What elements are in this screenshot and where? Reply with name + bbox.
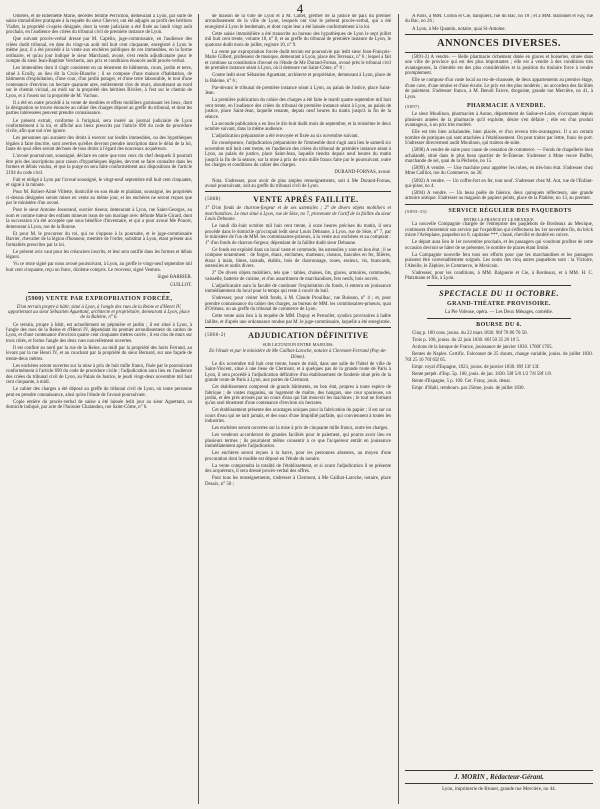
notice-adjudication-heading	[205, 331, 391, 340]
signature-guillot: GUILLOT.	[170, 283, 192, 289]
ad-text-line	[405, 179, 593, 190]
paragraph: A Paris, à MM. Collon et Cie, banquiers, rue du Bac, no 18 ; et à MM. Baronnet et Fay, rue du Bac, no 26 ;	[405, 14, 593, 25]
ad-text-line	[405, 166, 593, 177]
paragraph: Contre ledit sieur Sébastien Aguettant, architecte et propriétaire, demeurant à Lyon, place de la Baleine, n° 6 ;	[205, 73, 391, 84]
paragraph: Le dix novembre mil huit cent trente, heure de midi, dans une salle de l'hôtel de ville de Saint-Vincent, situé à une lieue de Clermont, et à quelques pas de la grande route de Paris à Lyon, il sera procédé à l'adjudication définitive d'un établissement de fonderie situé près de la grande route de Paris à Lyon, aux portes de Clermont.	[205, 361, 391, 384]
divider	[205, 327, 391, 328]
paragraph: Les enchères seront ouvertes sur la mise à prix de cinquante mille francs, outre les charges.	[212, 426, 389, 432]
notice-faillite-title: VENTE APRÈS FAILLITE.	[253, 195, 359, 205]
paragraph: Copie entière du procès-verbal de saisie a été laissée ledit jour au sieur Aguettant, au domicile indiqué, par acte de l'huissier Chalandon, rue Saint-Côme, n° 6.	[6, 399, 192, 411]
divider	[405, 770, 593, 771]
paragraph: L'avoué poursuivant, soussigné, déclare en outre que tous ceux du chef desquels il pourrait être pris des inscriptions pour raison d'hypothèques légales, devront se faire connaître dans les formes et délais voulus, et que la purge en sera faite conformément aux dispositions de l'article 2194 du code civil.	[6, 154, 192, 176]
ad-item	[405, 191, 593, 202]
page-number: 4	[296, 1, 304, 16]
ad-number: (5894)	[412, 191, 425, 197]
divider	[427, 285, 571, 286]
ad-text: A vendre. — Une machine pour apprêter les robes, en très-bon état. S'adresser chez Mme Cailliot, rue du Commerce, no 20.	[405, 166, 593, 177]
ad-text: A vendre. — Un coffre-fort en fer, tout neuf. S'adresser chez M. Aut, rue de l'Enfant-qui-pisse, no 4.	[405, 178, 593, 189]
paragraph: de maison de la ville de Lyon et à M. Cattet, greffier de la justice de paix du premier arrondissement de la ville de Lyon, lesquels ont visé le présent procès-verbal, qui a été enregistré à Lyon le lendemain, et dont copie leur a été laissée conformément à la loi.	[205, 14, 391, 30]
notice-adjudication-body	[205, 362, 391, 488]
expropriation-notice-title: (5900) VENTE PAR EXPROPRIATION FORCÉE,	[25, 295, 173, 302]
paragraph: Rentes de Naples. Certific. Falconnet de 25 ducats, change variable, jouiss. de juillet 1830. 76f 25 10 76f 65f 65.	[405, 352, 593, 363]
paragraph: La nouvelle Compagnie chargée de l'entreprise des paquebots de Bordeaux au Mexique, continuera d'entretenir son service par l'expédition qui s'effectuera les 1er novembre fin, du brick mixte l'Aréoplane, paquebot no 8, capitaine ***, classé, chevillé et doublé en cuivre.	[405, 222, 593, 239]
ad-extra: Elle est très bien achalandée, bien placée, et d'un revenu très-avantageux. Il a un certain nombre de pratiques qui sont attachées à l'établissement. On peut traiter par lettre, franc de port. S'adresser directement audit Moulinon, qui traitera de suite.	[405, 130, 593, 147]
ad-text: A vendre. — Un beau poêle de faïence, deux quinquets réflecteurs, une grande armoire antique. S'adresser au magasin de papiers peints, place de la Platière, no 13, au premier.	[405, 191, 593, 202]
paragraph: 2° De divers objets mobiliers, tels que : tables, chaises, lits, glaces, armoires, commodes, vaisselle, batterie de cuisine, et d'un assortiment de marchandises, fers neufs, bois ouvrés.	[205, 271, 391, 282]
paragraph: Le présent extrait, conforme à l'original, sera inséré au journal judiciaire de Lyon conformément à la loi, et affiché aux lieux prescrits par l'article 696 du code de procédure civile, afin que nul n'en ignore.	[6, 118, 192, 135]
ad-title	[405, 103, 593, 110]
notice-adjudication-desc: En l'étude et par le ministère de Me Cailhat-Laroche, notaire à Clermont-Ferrand (Puy-de-Dôme).	[209, 349, 387, 360]
notice-adjudication-title: ADJUDICATION DÉFINITIVE	[248, 331, 369, 341]
column-1	[6, 14, 192, 805]
paragraph: S'adresser, pour les conditions, à MM. Balguerie et Cie, à Bordeaux, et à MM. H. C. Platzmann et fils, à Lyon.	[405, 270, 593, 282]
paragraph: L'adjudication préparatoire a été renvoyée et fixée au six novembre suivant.	[212, 134, 359, 140]
divider	[28, 292, 170, 293]
divider	[205, 191, 391, 192]
notice-adjudication-number: (5866-2)	[205, 333, 226, 339]
paragraph: Empr. royal d'Espagne, 1823, jouiss. de janvier 1830. 69f 13f 13f.	[412, 364, 540, 370]
paragraph: Le présent avis vaut pour les créanciers inscrits, et leur sera notifié dans les formes et délais légaux.	[6, 249, 192, 261]
paragraph: Les enchères seront reçues à la barre, pour les personnes absentes, au moyen d'une procuration dont le modèle est déposé en l'étude du notaire.	[205, 451, 391, 462]
paragraph: Le cahier des charges a été déposé au greffe du tribunal civil de Lyon, où toute personne peut en prendre connaissance, ainsi qu'en l'étude de l'avoué poursuivant.	[6, 387, 192, 398]
paragraph: En conséquence, l'adjudication préparatoire de l'immeuble dont s'agit aura lieu le samedi six novembre mil huit cent trente, en l'audience des criées du tribunal de première instance séant à Lyon, au palais de justice, place Saint-Jean, laquelle tiendra depuis neuf heures du matin jusqu'à la fin de la séance, sur la mise à prix de trois mille francs faite par le poursuivant, outre les charges et conditions du cahier des charges.	[205, 141, 391, 169]
ad-number: (5898)	[412, 148, 425, 154]
paragraph: Les personnes qui auraient des droits à exercer sur lesdits immeubles, ou des hypothèques légales à faire inscrire, sont averties qu'elles devront prendre inscription dans le délai de la loi, faute de quoi elles seront déchues de tous droits à l'égard des nouveaux acquéreurs.	[6, 136, 192, 153]
divider	[405, 52, 593, 53]
paragraph: La vente par expropriation forcée dudit terrain est poursuivie par ledit sieur Jean-François-Marie Gilbert, professeur de musique, demeurant à Lyon, place des Terreaux, n° 6 ; lequel a fait et continue sa constitution d'avoué en l'étude de Me Durand-Fornas, avoué près le tribunal civil de première instance séant à Lyon, où il demeure rue Saint-Côme, n° 8 ;	[205, 49, 391, 72]
paragraph: Vu ce texte signé par nous avoué poursuivant, à Lyon, au greffe le vingt-neuf septembre mil huit cent cinquante, reçu un franc, dixième compris. Le receveur, signé Ventura.	[6, 262, 192, 273]
paragraph: Il a été en outre procédé à la vente de meubles et effets mobiliers garnissant les lieux, dont la désignation se trouve énoncée au cahier des charges déposé au greffe du tribunal, et dont les parties intéressées peuvent prendre connaissance.	[6, 100, 192, 117]
divider	[427, 318, 571, 319]
paragraph: Pour tous les renseignements, s'adresser à Clermont, à Me Cailhat-Laroche, notaire, place Desaix, n° 50 ;	[205, 476, 391, 487]
paragraph: Cinq p. 100 cons. jouiss. du 22 mars 1830. 96f 70 80 70 50.	[412, 331, 528, 337]
paragraph: Rente d'Espagne, 5 p. 100. Cer. Franç. jouis. denai.	[412, 378, 511, 384]
bourse-list	[405, 331, 593, 391]
signature-barrier: Signé BARRIER.	[157, 274, 192, 280]
ad-number: (5892)	[412, 178, 425, 184]
paragraph: Ollières, et de Ribemette Marie, décédés femme Perrichon, demeurant à Lyon, par suite de saisie immobilière pratiquée à la requête du sieur Chevrel, ont été adjugés au profit des héritiers Viallet, la propriété ci-après désignée, dont la vente judiciaire a été fixée au lundi vingt août prochain, en l'audience des criées du tribunal civil de première instance de Lyon.	[6, 14, 192, 36]
service-body	[405, 222, 593, 281]
column-2	[205, 14, 391, 805]
spectacles-title: SPECTACLE DU 11 OCTOBRE.	[439, 288, 559, 298]
service-heading	[405, 208, 593, 215]
editor-footer	[405, 768, 593, 793]
service-subtitle: ENTRE LA FRANCE ET LE MEXIQUE.	[463, 216, 535, 222]
ad-text-line	[405, 148, 593, 164]
notice-faillite-heading	[205, 195, 391, 204]
paragraph: La vente comprendra la totalité de l'établissement, et si avant l'adjudication il se présente des acquéreurs, il sera dressé procès-verbal des offres.	[205, 463, 391, 475]
paragraph: Cette vente aura lieu à la requête de MM. Dupuy et Pernollet, syndics provisoires à ladite faillite, et d'après une ordonnance rendue par M. le juge-commissaire, laquelle a été enregistrée.	[205, 314, 391, 325]
paragraph: Les immeubles dont il s'agit consistent en un tènement de bâtiments, cours, jardin et terre, situé à Ecully, au lieu dit la Croix-Blanche ; il se compose d'une maison d'habitation, de bâtiments d'exploitation, d'une cour, d'un jardin potager, et d'une terre labourable, le tout d'une contenance d'environ un hectare quarante ares, entièrement clos de murs, aboutissant au nord sur le chemin vicinal, au midi sur la propriété des héritiers Rivière, à l'est sur le chemin de Lyon, et à l'ouest sur la propriété de M. Vachon.	[6, 66, 192, 99]
notice-faillite-subtitle: 1° D'un fonds de charron-forgeur et de ses ustensiles ; 2° de divers objets mobiliers et marchandises. Le tout situé à Lyon, rue de Sèze, no 7, provenant de l'actif de la faillite du sieur Louis Debaune.	[205, 206, 391, 223]
column-rule-right	[398, 14, 399, 804]
paragraph: La Compagnie nouvelle fera tous ses efforts pour que les marchandises et les passagers puissent être convenablement soignés. Les noms des cinq autres paquebots sont : la Victoire, l'Abeille, le Zéphire, le Commerce, le Mexicain.	[405, 252, 593, 269]
paragraph: Il est confiné au nord par la rue de la Reine, au midi par la propriété des hoirs Ferrand, au levant par la rue Henri IV, et au couchant par la propriété du sieur Bernard, sur une façade de trente-deux mètres.	[6, 345, 192, 362]
notice-faillite-body	[205, 224, 391, 325]
ad-number: (5891-2)	[412, 54, 429, 60]
paragraph: Trois p. 100, jouiss. du 22 juin 1830. 66f 50 35 20 10 5.	[412, 338, 521, 344]
ad-item	[405, 179, 593, 190]
col1-body	[6, 14, 192, 273]
ad-item	[405, 148, 593, 164]
editor-name: J. MORIN , Rédacteur-Gérant.	[454, 773, 544, 781]
paragraph: Pour le sieur Antoine Josserand, ouvrier tisseur, demeurant à Lyon, rue Saint-Georges, au nom et comme tuteur des enfants mineurs issus de son mariage avec défunte Marie Girard, dont la succession n'a été acceptée que sous bénéfice d'inventaire, et qui a pour avoué Me Poncet, demeurant à Lyon, rue de la Bourse.	[6, 208, 192, 230]
signature-durand-fornas: DURAND-FORNAS, avoué.	[334, 170, 391, 176]
ad-number: (5897)	[405, 104, 420, 110]
divider	[405, 783, 593, 784]
ad-text: A vendre. — Belle pharmacie richement dotée en glaces et boiseries, située dans une ville de province qui est des plus importantes ; elle est à vendre à des conditions très avantageuses, la clientèle est des plus considérables et la position du titulaire force à vendre promptement.	[405, 54, 593, 77]
notice-adjudication-subtitle: SUR LICITATION ENTRE MAJEURS,	[262, 342, 334, 348]
col2-body	[205, 14, 391, 169]
paragraph: Que suivant procès-verbal dressé par M. Capelin, juge-commissaire, en l'audience des criées dudit tribunal, en date du vingt-un août mil huit cent cinquante, enregistré à Lyon le même jour, il a été procédé à la vente aux enchères publiques de ces immeubles, en la forme ordinaire, et qu'au jour indiqué le sieur Marchand, avoué, s'est rendu adjudicataire pour le compte du sieur Jean-Baptiste Vercherin, aux prix et conditions énoncés audit procès-verbal.	[6, 37, 192, 65]
paragraph: Et pour M. le procureur du roi, qui ne s'oppose à la poursuite, et le juge-commissaire Barrier, chevalier de la légion d'honneur, membre de l'ordre, substitut à Lyon, étant présent aux formalités prescrites par la loi.	[6, 231, 192, 248]
paragraph: Ce fonds est exploité dans un local vaste et commode, les ustensiles y sont en bon état ; il se compose notamment : de forges, étaux, enclumes, marteaux, ciseaux, bascules en fer, filières, étaux à main, limes, tarauds, établis, bois de charronnage, roues, essieux, vis, brancards, ustensiles et outils divers.	[205, 247, 391, 270]
ad-text: Le sieur Moulinon, pharmacien à Autun, département de Saône-et-Loire, n'occupant depuis plusieurs années de la pharmacie qu'il exploite, désire s'en défaire ; elle est d'un produit avantageux, à un prix très modéré.	[405, 112, 593, 129]
nota-text: Nota. S'adresser, pour avoir de plus amples renseignements, soit à Me Durand-Fornas, avoué poursuivant, soit au greffe du tribunal civil de Lyon.	[205, 178, 391, 190]
paragraph: Actions de la banque de France, jouissance de janvier 1830. 1760f 1765.	[412, 345, 553, 351]
paragraph: Fait et rédigé à Lyon par l'avoué soussigné, le vingt-neuf septembre mil huit cent cinquante, et signé à la minute.	[6, 177, 192, 189]
column-rule-left	[198, 14, 199, 804]
service-title: SERVICE RÉGULIER DES PAQUEBOTS	[448, 207, 572, 214]
column-3	[405, 14, 593, 766]
theatre-show: La Pie Voleuse, opéra. — Les Deux Ménages, comédie.	[445, 309, 553, 315]
paragraph: Cet établissement présente des avantages uniques pour la fabrication du papier ; il est sur un cours d'eau qui ne tarit jamais, et des eaux d'une limpidité parfaite, qui conviennent à toutes les industries.	[205, 408, 391, 425]
service-number: (5893-33)	[405, 208, 427, 214]
paragraph: Rente perpét. d'Esp. 5p. 100, jouis. de jan. 1830. 58f 5/8 1/2 7/8 58f 1/8.	[412, 371, 552, 377]
paragraph: Les vendeurs accorderont de grandes facilités pour le paiement, qui pourra avoir lieu en plusieurs termes ; ils pourraient même consentir à ce que l'acquéreur entrât en jouissance immédiatement après l'adjudication.	[205, 433, 391, 450]
expropriation-notice-subtitle: D'un terrain propre à bâtir, situé à Lyon, à l'angle des rues de la Reine et d'Henri IV, appartenant au sieur Sébastien Aguettant, architecte et propriétaire, demeurant à Lyon, place de la Baleine, n° 6.	[8, 304, 190, 321]
ad-extra: Elle se compose d'un vaste local au rez-de-chaussée, de deux appartements au premier étage, d'une cave, d'une remise et d'une écurie. Le prix est des plus modérés ; on accordera des facilités de paiement. S'adresser franco, à M. Benoît Faivre, droguiste, grande rue Mercière, no 41, à Lyon.	[405, 78, 593, 100]
paragraph: La première publication du cahier des charges a été faite le mardi quatre septembre mil huit cent trente, en l'audience des criées du tribunal de première instance séant à Lyon, au palais de justice, place Saint-Jean, laquelle tenante, depuis neuf heures du matin jusqu'à la fin de la séance.	[205, 98, 391, 120]
ad-number: (5899)	[412, 166, 425, 172]
col1-body-2	[6, 323, 192, 411]
divider	[405, 34, 593, 35]
col3-top	[405, 14, 593, 32]
ad-text-line	[405, 191, 593, 202]
paragraph: A Lyon, à Me Quantin, notaire, quai St-Antoine.	[412, 26, 506, 32]
paragraph: Les enchères seront ouvertes sur la mise à prix de huit mille francs, fixée par le poursuivant conformément à l'article 690 du code de procédure civile ; l'adjudication aura lieu en l'audience des criées du tribunal civil de Lyon, au Palais de Justice, le jeudi vingt-deux novembre mil huit cent cinquante, à midi.	[6, 363, 192, 386]
divider	[405, 204, 593, 205]
paragraph: Empr. d'Haïti, rembours. par 25ème, jouis. de juillet 1830.	[412, 385, 525, 391]
ad-item	[405, 166, 593, 177]
paragraph: Pour M. Robert-Aimé Villette, domicilié en son étude et plaidant, soussigné, les propriétés ci-dessus désignées seront mises en vente au même jour, et les enchères ne seront reçues que par le ministère d'un avoué.	[6, 190, 192, 207]
paragraph: Le lundi dix-huit octobre mil huit cent trente, à onze heures précises du matin, il sera procédé dans le domicile qu'occupait ledit sieur Louis Debaune, à Lyon, rue de Sèze, n° 7, par le ministère de l'un de MM. les commissaires-priseurs, à la vente aux enchères et au comptant : 1° d'un fonds de charron-forgeur, dépendant de la faillite dudit sieur Debaune.	[205, 224, 391, 246]
annonces-diverses-title: ANNONCES DIVERSES.	[437, 37, 561, 49]
ad-text-line	[405, 55, 593, 77]
ad-item	[405, 103, 593, 146]
paragraph: Ce terrain, propre à bâtir, est actuellement en pépinière et jardin ; il est situé à Lyon, à l'angle des rues de la Reine et d'Henri IV, dépendant du premier arrondissement du canton de Lyon, et d'une contenance d'environ quatre cent cinquante mètres carrés ; il est clos de murs sur trois côtés, et forme l'angle des deux rues nouvellement ouvertes.	[6, 322, 192, 344]
notice-faillite-number: (5888)	[205, 197, 221, 203]
paragraph: Le départ aura lieu le 1er novembre prochain, et les passagers qui voudront profiter de cette occasion devront se hâter de se présenter, le nombre de places étant limité.	[405, 240, 593, 251]
paragraph: Par-devant le tribunal de première instance séant à Lyon, au palais de Justice, place Saint-Jean.	[205, 85, 391, 97]
bourse-title: BOURSE DU 6.	[476, 322, 522, 329]
ads-list	[405, 55, 593, 202]
ad-text: A vendre de suite pour cause de cessation de commerce. — Fonds de chapellerie bien achalandé, situé dans le plus beau quartier de St-Étienne. S'adresser à Mme veuve Buffet, marchande de sel, quai de la Pêcherie, no 15.	[405, 148, 593, 164]
ad-item	[405, 55, 593, 100]
theatre-name: GRAND-THÉATRE PROVISOIRE.	[447, 300, 551, 307]
printer-line: Lyon, imprimerie de Brunet, grande rue Mercière, no 44.	[442, 787, 556, 792]
ad-title-text: PHARMACIE A VENDRE.	[466, 103, 546, 110]
paragraph: Cet établissement comprend de grands bâtiments, en bon état, propres à toute espèce de fabrique ; de vastes magasins, un logement de maître, des hangars, une cour spacieuse, un jardin, et des prés arrosés par un cours d'eau qui fait mouvoir les machines ; le tout ne formant qu'un seul tènement d'une contenance d'environ six hectares.	[205, 385, 391, 407]
paragraph: Cette saisie immobilière a été transcrite au bureau des hypothèques de Lyon le sept juillet mil huit cent trente, volume 18, n° 8, et au greffe du tribunal de première instance de Lyon, le quatorze dudit mois de juillet, registre 10, n° 9.	[205, 31, 391, 48]
paragraph: La seconde publication a eu lieu le dix-huit dudit mois de septembre, et la troisième le deux octobre suivant, dans la même audience.	[205, 121, 391, 133]
paragraph: L'adjudicataire aura la faculté de continuer l'exploitation du fonds, il entrera en jouissance immédiatement du local pour le temps qui reste à courir du bail.	[205, 283, 391, 295]
paragraph: S'adresser, pour visiter ledit fonds, à M. Claude Prouilhac, rue Buisson, n° 4 ; et, pour prendre connaissance du cahier des charges, au bureau de MM. les commissaires-priseurs, quai d'Orléans, ou au greffe du tribunal de commerce de Lyon.	[205, 296, 391, 313]
